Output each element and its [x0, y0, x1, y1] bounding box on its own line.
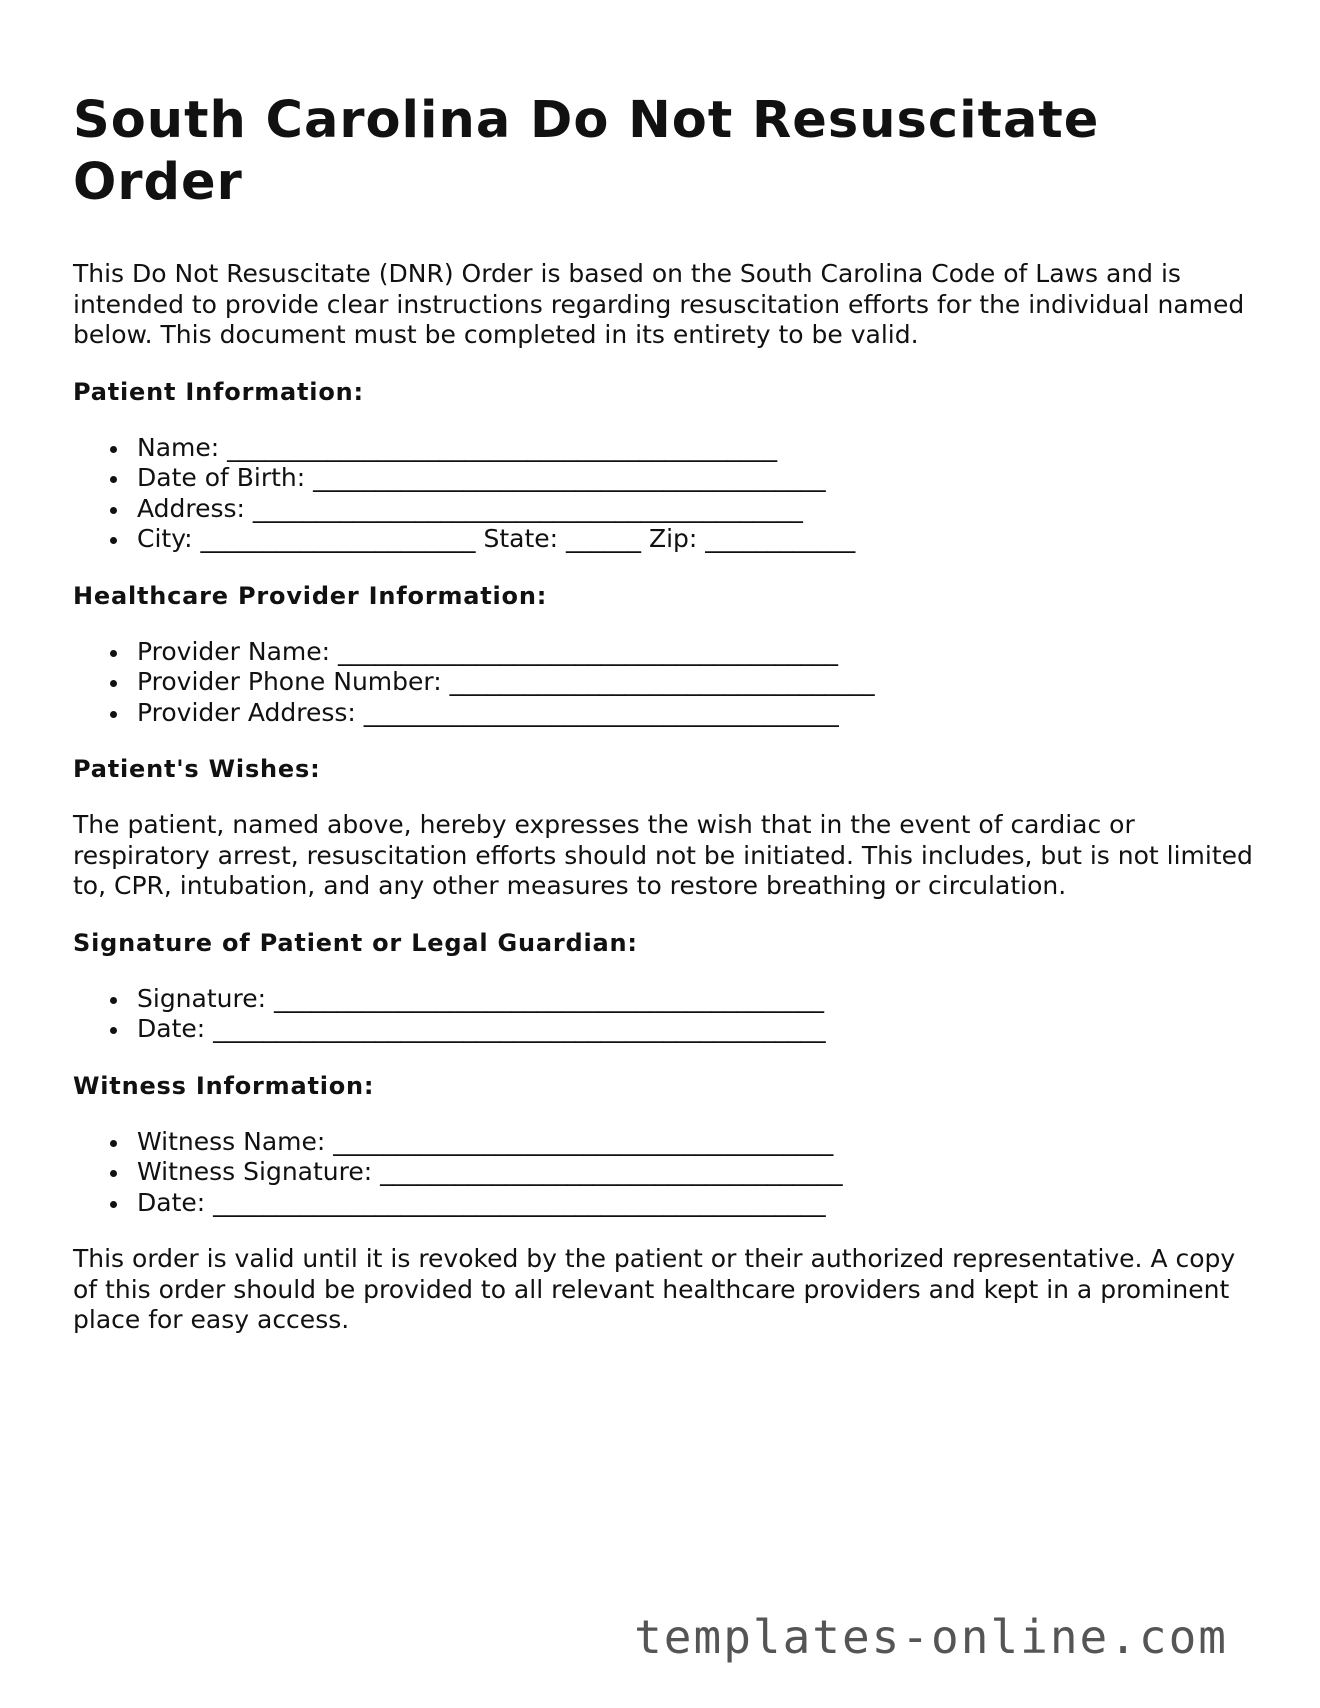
provider-info-heading: Healthcare Provider Information: [73, 581, 548, 610]
patient-name-field: Name: ____________________________________________ [137, 433, 1253, 464]
signature-list [73, 984, 1253, 1045]
witness-heading: Witness Information: [73, 1071, 375, 1100]
patient-address-field: Address: ____________________________________________ [137, 494, 1253, 525]
witness-signature-field: Witness Signature: _____________________________________ [137, 1157, 1253, 1188]
watermark: templates-online.com [634, 1610, 1228, 1664]
wishes-heading: Patient's Wishes: [73, 755, 321, 783]
patient-info-heading: Patient Information: [73, 377, 364, 406]
document-title: South Carolina Do Not Resuscitate Order [73, 91, 1100, 212]
patient-dob-field: Date of Birth: _________________________________________ [137, 463, 1253, 494]
provider-name-field: Provider Name: ________________________________________ [137, 637, 1253, 668]
provider-address-field: Provider Address: ______________________________________ [137, 698, 1253, 729]
closing-paragraph: This order is valid until it is revoked by the patient or their authorized representative. A copy of this order should be provided to all relevant healthcare providers and kept in a prominent place for easy access. [73, 1244, 1236, 1334]
signature-field: Signature: ____________________________________________ [137, 984, 1253, 1015]
signature-date-field: Date: _________________________________________________ [137, 1014, 1253, 1045]
witness-list [73, 1127, 1253, 1219]
witness-name-field: Witness Name: ________________________________________ [137, 1127, 1253, 1158]
witness-date-field: Date: _________________________________________________ [137, 1188, 1253, 1219]
provider-info-list [73, 637, 1253, 729]
signature-heading: Signature of Patient or Legal Guardian: [73, 928, 638, 957]
intro-paragraph: This Do Not Resuscitate (DNR) Order is based on the South Carolina Code of Laws and is intended to provide clear instructions regarding resuscitation efforts for the individual named below. This document must be completed in its entirety to be valid. [73, 259, 1245, 349]
patient-info-list [73, 433, 1253, 555]
patient-city-state-zip-field: City: ______________________ State: ______ Zip: ____________ [137, 524, 1253, 555]
document-page [73, 90, 1253, 1336]
wishes-paragraph: The patient, named above, hereby expresses the wish that in the event of cardiac or respiratory arrest, resuscitation efforts should not be initiated. This includes, but is not limited to, CPR, intubation, and any other measures to restore breathing or circulation. [73, 810, 1253, 900]
provider-phone-field: Provider Phone Number: __________________________________ [137, 667, 1253, 698]
